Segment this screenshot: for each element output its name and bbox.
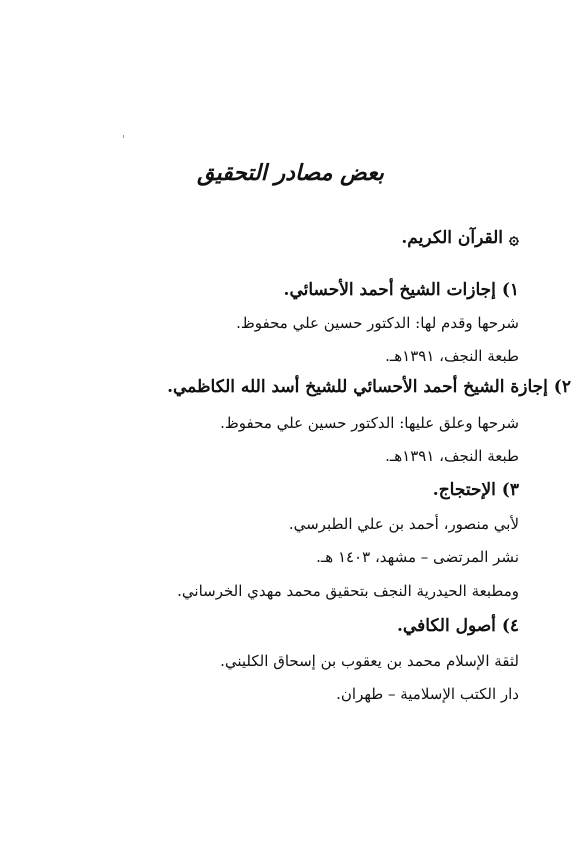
source-line: طبعة النجف، ١٣٩١هـ. — [385, 447, 519, 465]
source-line: لأبي منصور، أحمد بن علي الطبرسي. — [288, 515, 519, 533]
source-heading-text: القرآن الكريم. — [401, 228, 504, 248]
source-heading-1: ١) إجازات الشيخ أحمد الأحسائي. — [283, 280, 519, 300]
source-line: نشر المرتضى – مشهد، ١٤٠٣ هـ. — [316, 548, 519, 566]
source-line: شرحها وعلق عليها: الدكتور حسين علي محفوظ. — [220, 414, 519, 432]
source-line: طبعة النجف، ١٣٩١هـ. — [385, 347, 519, 365]
source-line: ومطبعة الحيدرية النجف بتحقيق محمد مهدي الخرساني. — [177, 582, 519, 600]
source-line: لثقة الإسلام محمد بن يعقوب بن إسحاق الكليني. — [220, 652, 519, 670]
source-heading-4: ٤) أصول الكافي. — [397, 616, 519, 636]
margin-mark — [123, 135, 124, 138]
source-heading-quran — [401, 228, 519, 249]
page-title: بعض مصادر التحقيق — [197, 160, 384, 186]
source-line: شرحها وقدم لها: الدكتور حسين علي محفوظ. — [236, 314, 519, 332]
source-heading-2: ٢) إجازة الشيخ أحمد الأحسائي للشيخ أسد الله الكاظمي. — [167, 377, 571, 397]
source-line: دار الكتب الإسلامية – طهران. — [336, 685, 519, 703]
ornament-icon: ۞ — [509, 229, 519, 249]
source-heading-3: ٣) الإحتجاج. — [432, 480, 519, 500]
